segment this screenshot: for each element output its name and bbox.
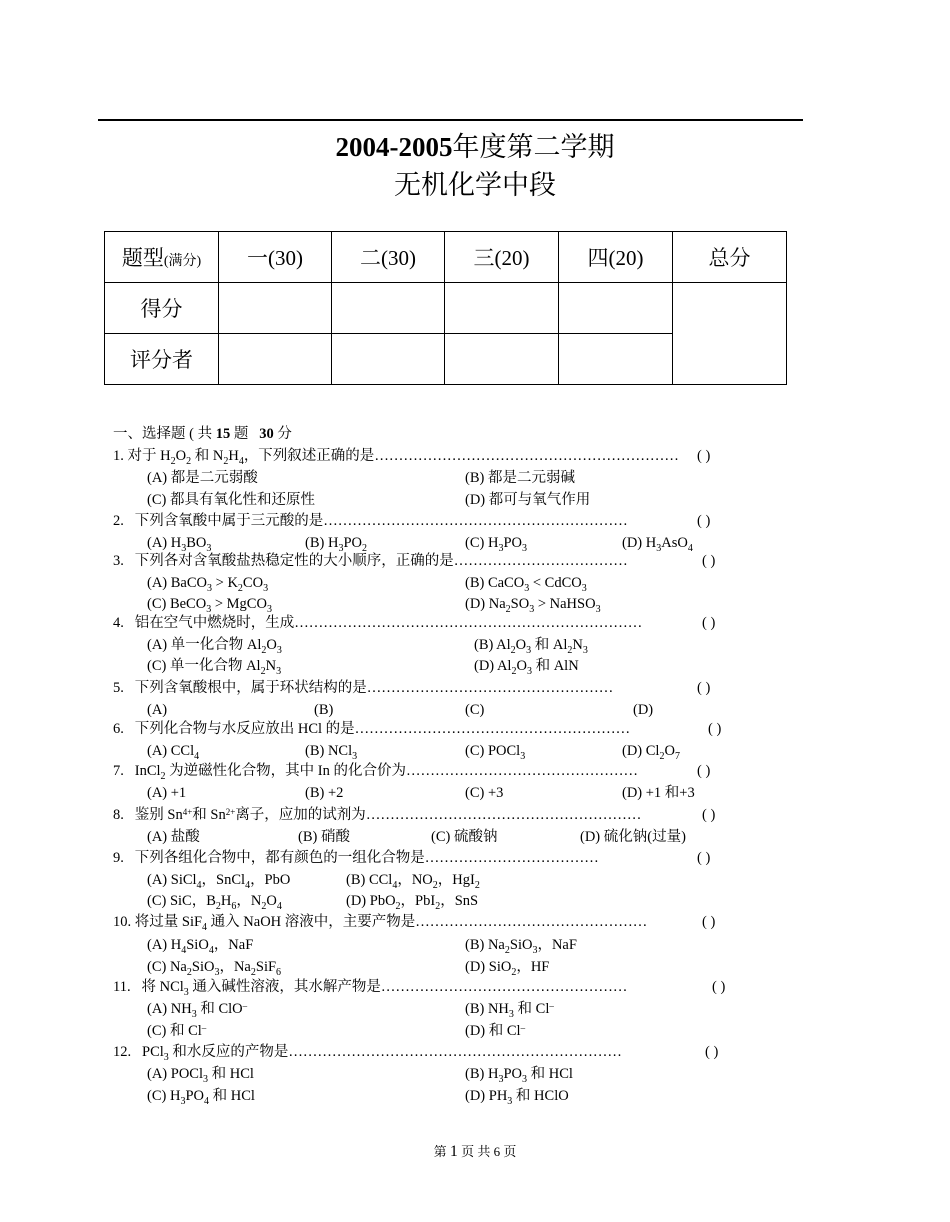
- score-row-label: 得分: [105, 283, 219, 334]
- option-a: (A) 盐酸: [147, 829, 200, 845]
- answer-paren[interactable]: ( ): [702, 615, 716, 631]
- option-d: (D) $Al_2O_3$ 和 AlN: [474, 658, 579, 677]
- option-c: (C) POCl$_3$: [465, 743, 526, 762]
- option-c: (C) $Na_2SiO_3$，$Na_2SiF_6$: [147, 959, 282, 978]
- option-a: (A) $NH_3$ 和 ClO–: [147, 1001, 248, 1020]
- grader-cell[interactable]: [445, 334, 559, 385]
- option-b: (B) +2: [305, 785, 344, 801]
- score-cell[interactable]: [332, 283, 445, 334]
- question-10: 10. 将过量 SiF$_4$ 通入 NaOH 溶液中，主要产物是…………………………………………: [113, 914, 648, 933]
- score-table-col-total: 总分: [673, 232, 787, 283]
- option-c: (C) $H_3PO_4$ 和 HCl: [147, 1088, 255, 1107]
- question-2: 2. 下列含氧酸中属于三元酸的是………………………………………………………: [113, 513, 628, 529]
- grader-cell[interactable]: [219, 334, 332, 385]
- grader-row-label: 评分者: [105, 334, 219, 385]
- answer-paren[interactable]: ( ): [697, 850, 711, 866]
- question-4: 4. 铝在空气中燃烧时，生成………………………………………………………………: [113, 615, 643, 631]
- option-b: (B) 都是二元弱碱: [465, 470, 575, 486]
- option-a: (A) CCl$_4$: [147, 743, 200, 762]
- option-c: (C) 都具有氧化性和还原性: [147, 492, 315, 508]
- option-d: (D) $PH_3$ 和 HClO: [465, 1088, 569, 1107]
- score-table-score-row: [105, 283, 787, 334]
- option-c: (C): [465, 702, 485, 718]
- option-d: (D) 硫化钠(过量): [580, 829, 686, 845]
- option-b: (B) NCl$_3$: [305, 743, 358, 762]
- option-a: (A) 都是二元弱酸: [147, 470, 258, 486]
- grader-cell[interactable]: [332, 334, 445, 385]
- option-d: (D) 都可与氧气作用: [465, 492, 591, 508]
- option-a: (A): [147, 702, 168, 718]
- page-subtitle: 无机化学中段: [394, 170, 556, 200]
- option-a: (A) $H_3BO_3$: [147, 535, 212, 554]
- question-5: 5. 下列含氧酸根中，属于环状结构的是……………………………………………: [113, 680, 614, 696]
- answer-paren[interactable]: ( ): [697, 448, 711, 464]
- answer-paren[interactable]: ( ): [708, 721, 722, 737]
- option-d: (D): [633, 702, 654, 718]
- page-footer: 第 1 页 共 6 页: [433, 1143, 517, 1160]
- answer-paren[interactable]: ( ): [697, 680, 711, 696]
- option-d: (D) SiO$_2$，HF: [465, 959, 550, 978]
- option-b: (B) $Al_2O_3$ 和 $Al_2N_3$: [474, 637, 588, 656]
- score-table: [104, 231, 787, 385]
- option-b: (B) $H_3PO_3$ 和 HCl: [465, 1066, 573, 1085]
- option-d: (D) +1 和+3: [622, 785, 695, 801]
- option-b: (B) 硝酸: [298, 829, 350, 845]
- option-c: (C) 和 Cl–: [147, 1023, 207, 1039]
- option-b: (B) CCl$_4$，$NO_2$，HgI$_2$: [346, 872, 480, 891]
- question-3: 3. 下列各对含氧酸盐热稳定性的大小顺序，正确的是………………………………: [113, 553, 628, 569]
- option-a: (A) BaCO$_3$ > $K_2CO_3$: [147, 575, 269, 594]
- question-12: 12. PCl$_3$ 和水反应的产物是……………………………………………………………: [113, 1044, 622, 1063]
- option-b: (B) CaCO$_3$ < CdCO$_3$: [465, 575, 587, 594]
- score-cell[interactable]: [559, 283, 673, 334]
- score-table-header-row: [105, 232, 787, 283]
- question-1: 1. 对于 $H_2O_2$ 和 $N_2H_4$，下列叙述正确的是………………………………………………………: [113, 448, 679, 467]
- option-a: (A) SiCl$_4$，SnCl$_4$，PbO: [147, 872, 291, 891]
- option-c: (C) SiC，$B_2H_6$，$N_2O_4$: [147, 893, 282, 912]
- answer-paren[interactable]: ( ): [702, 553, 716, 569]
- option-d: (D) $Na_2SO_3$ > NaHSO$_3$: [465, 596, 601, 615]
- option-b: (B) $NH_3$ 和 Cl–: [465, 1001, 554, 1020]
- header-rule: [98, 119, 803, 121]
- score-table-col-2: 二(30): [332, 232, 445, 283]
- answer-paren[interactable]: ( ): [697, 763, 711, 779]
- option-d: (D) PbO$_2$，PbI$_2$，SnS: [346, 893, 479, 912]
- score-cell[interactable]: [219, 283, 332, 334]
- score-cell[interactable]: [445, 283, 559, 334]
- option-c: (C) $H_3PO_3$: [465, 535, 527, 554]
- option-d: (D) $Cl_2O_7$: [622, 743, 680, 762]
- question-9: 9. 下列各组化合物中，都有颜色的一组化合物是………………………………: [113, 850, 599, 866]
- option-c: (C) 单一化合物 $Al_2N_3$: [147, 658, 282, 677]
- option-a: (A) POCl$_3$ 和 HCl: [147, 1066, 254, 1085]
- option-a: (A) $H_4SiO_4$，NaF: [147, 937, 254, 956]
- question-8: 8. 鉴别 $Sn^{4+}$和 $Sn^{2+}$离子，应加的试剂为…………………………………………………: [113, 807, 642, 823]
- page-title: 2004-2005年度第二学期: [335, 132, 615, 162]
- answer-paren[interactable]: ( ): [712, 979, 726, 995]
- option-b: (B): [314, 702, 334, 718]
- grader-cell[interactable]: [559, 334, 673, 385]
- question-6: 6. 下列化合物与水反应放出 HCl 的是…………………………………………………: [113, 721, 631, 737]
- score-table-col-4: 四(20): [559, 232, 673, 283]
- option-a: (A) 单一化合物 $Al_2O_3$: [147, 637, 282, 656]
- answer-paren[interactable]: ( ): [702, 914, 716, 930]
- total-score-cell[interactable]: [673, 283, 787, 385]
- question-11: 11. 将 NCl$_3$ 通入碱性溶液，其水解产物是……………………………………………: [113, 979, 628, 998]
- question-7: 7. InCl$_2$ 为逆磁性化合物，其中 In 的化合价为…………………………………………: [113, 763, 638, 782]
- score-table-type-header: 题型(满分): [105, 232, 219, 283]
- option-b: (B) $Na_2SiO_3$，NaF: [465, 937, 577, 956]
- option-d: (D) $H_3AsO_4$: [622, 535, 693, 554]
- answer-paren[interactable]: ( ): [702, 807, 716, 823]
- option-c: (C) BeCO$_3$ > MgCO$_3$: [147, 596, 272, 615]
- option-c: (C) 硫酸钠: [431, 829, 498, 845]
- answer-paren[interactable]: ( ): [697, 513, 711, 529]
- option-b: (B) $H_3PO_2$: [305, 535, 367, 554]
- option-d: (D) 和 Cl–: [465, 1023, 526, 1039]
- score-table-col-3: 三(20): [445, 232, 559, 283]
- option-c: (C) +3: [465, 785, 504, 801]
- score-table-col-1: 一(30): [219, 232, 332, 283]
- option-a: (A) +1: [147, 785, 187, 801]
- answer-paren[interactable]: ( ): [705, 1044, 719, 1060]
- section-heading: 一、选择题 ( 共 15 题 30 分: [113, 426, 292, 442]
